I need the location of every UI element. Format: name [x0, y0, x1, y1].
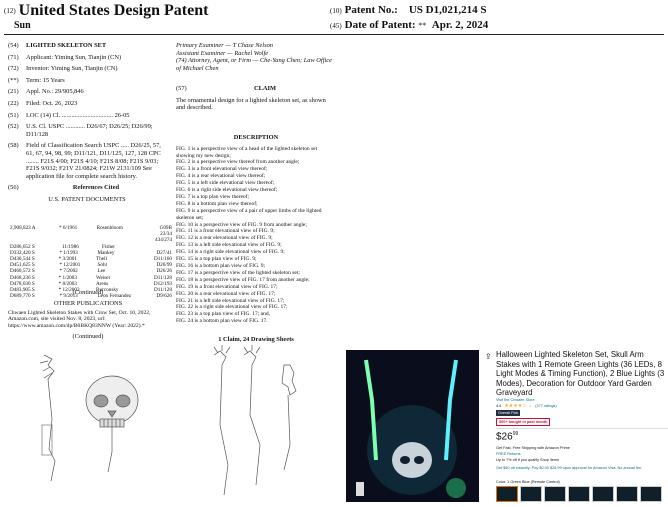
color-swatch[interactable] — [640, 486, 662, 502]
reference-row: D451,625 S * 12/2001 Sohl D26/99 — [10, 262, 172, 269]
bibliographic-field: (21) Appl. No.: 29/905,846 — [8, 88, 84, 96]
ratings-count-link[interactable]: (377 ratings) — [535, 404, 557, 408]
claims-sheets-count: 1 Claim, 24 Drawing Sheets — [218, 336, 294, 343]
skeleton-arm-drawing-left — [40, 355, 55, 481]
description-section — [176, 134, 336, 325]
figure-description: FIG. 22 is a right side elevational view of FIG. 17; — [176, 304, 288, 311]
star-rating-icon[interactable]: ★★★★☆ ⌄ — [504, 403, 533, 409]
prime-discount-text[interactable]: Up to 7% off if you qualify Shop items — [496, 458, 560, 462]
patent-drawings — [4, 345, 324, 502]
left-column — [8, 42, 166, 207]
color-swatch[interactable] — [568, 486, 590, 502]
remote-control-image — [356, 482, 364, 496]
examiner-line: Primary Examiner — T Chase Nelson — [176, 42, 273, 49]
bibliographic-field: (71) Applicant: Yiming Sun, Tianjin (CN) — [8, 53, 122, 61]
bibliographic-field: (52) U.S. Cl. USPC ............ D26/67; D26/25; D26/99; D11/128 — [8, 123, 153, 138]
product-title: Halloween Lighted Skeleton Set, Skull Arm Stakes with 1 Remote Green Lights (36 LEDs, 8 Light Modes & Timing Function), 2 Blue Lights (3 Modes), Decoration for Outdoor Yard Garden Graveyard — [496, 350, 665, 398]
skull-image — [392, 442, 432, 478]
reference-row: D332,420 S * 1/1993 Mankey D27/41 — [10, 249, 172, 256]
figure-description: FIG. 14 is a right side elevational view of FIG. 9; — [176, 249, 285, 256]
color-swatch[interactable] — [592, 486, 614, 502]
product-listing — [346, 350, 668, 502]
patent-title: (12) United States Design Patent — [4, 2, 209, 19]
rating-row — [496, 404, 557, 409]
figure-description: FIG. 24 is a bottom plan view of FIG. 17. — [176, 318, 268, 325]
references-subheading: U.S. PATENT DOCUMENTS — [48, 195, 126, 203]
shipping-text: Get Fast, Free Shipping with Amazon Prime — [496, 446, 570, 450]
overall-pick-badge: Overall Pick — [498, 411, 519, 415]
bibliographic-field: (54) LIGHTED SKELETON SET — [8, 42, 107, 49]
light-mode-inset — [446, 478, 466, 498]
reference-row: D478,030 S * 8/2003 Arens D12/193 — [10, 280, 172, 287]
color-swatch[interactable] — [520, 486, 542, 502]
figure-description: FIG. 5 is a left side elevational view thereof; — [176, 180, 275, 187]
bibliographic-field: (**) Term: 15 Years — [8, 76, 65, 84]
reference-row: D286,652 S 11/1986 Fisher — [10, 243, 115, 250]
visa-promo-link[interactable]: Get $50 off instantly: Pay $0.00 $26.99 upon approval for Amazon Visa. No annual fee. — [496, 466, 643, 470]
references-section: (56) References Cited — [8, 184, 120, 192]
bibliographic-field: (22) Filed: Oct. 26, 2023 — [8, 99, 78, 107]
figure-description: FIG. 18 is a perspective view of FIG. 17 from another angle; — [176, 276, 310, 283]
figure-description: FIG. 23 is a top plan view of FIG. 17; and, — [176, 311, 270, 318]
figure-description: FIG. 17 is a perspective view of the lighted skeleton set; — [176, 269, 300, 276]
skeleton-arm-drawing-right — [214, 345, 260, 495]
share-icon[interactable]: ⇪ — [485, 352, 492, 361]
claim-text: The ornamental design for a lighted skeleton set, as shown and described. — [176, 96, 326, 112]
color-swatch[interactable] — [544, 486, 566, 502]
bibliographic-field: (51) LOC (14) Cl. ................................ 26-05 — [8, 111, 130, 119]
figure-description: FIG. 21 is a left side elevational view of FIG. 17; — [176, 297, 285, 304]
figure-description: FIG. 7 is a top plan view thereof; — [176, 193, 250, 200]
claim-section: (57) CLAIM The ornamental design for a lighted skeleton set, as shown and described. — [176, 85, 336, 112]
color-swatch[interactable] — [616, 486, 638, 502]
bought-past-month-badge: 300+ bought in past month — [496, 418, 550, 426]
other-publications-text: Chwaen Lighted Skeleton Stakes with Crow Set, Oct. 10, 2022, Amazon.com, site visited Nov. 8, 2023, url: https://www.amazon.com/dp/B0BKQ83NNW (Year: 2022).* — [8, 310, 151, 329]
examiner-line: (74) Attorney, Agent, or Firm — Che-Yang Chen; Law Office of Michael Chen — [176, 57, 332, 72]
figure-description: FIG. 6 is a right side elevational view thereof; — [176, 187, 278, 194]
color-label: Color: 1 Green Blue (Remote Control) — [496, 480, 560, 484]
examiners — [176, 42, 336, 72]
free-returns-link[interactable]: FREE Returns — [496, 452, 521, 456]
patent-number: (10) Patent No.: US D1,021,214 S — [330, 4, 487, 16]
figure-description: FIG. 2 is a perspective view thereof from another angle; — [176, 159, 300, 166]
header-rule — [4, 34, 664, 35]
reference-row: D483,905 S * 12/2003 Burconsky D11/128 — [10, 287, 172, 294]
price: $\$26^{99}$ — [496, 431, 519, 443]
figure-description: FIG. 12 is a rear elevational view of FIG. 9; — [176, 235, 273, 242]
reference-row: D468,236 S * 1/2003 Weiser D11/128 — [10, 274, 172, 281]
other-publications-heading: OTHER PUBLICATIONS — [53, 300, 123, 307]
color-swatches — [496, 486, 664, 507]
inventor-surname: Sun — [14, 20, 31, 31]
reference-row: D460,572 S * 7/2002 Lee D26/26 — [10, 268, 172, 275]
figure-description: FIG. 15 is a top plan view of FIG. 9; — [176, 256, 257, 263]
examiner-line: Assistant Examiner — Rachel Wolfe — [176, 49, 269, 57]
patent-date: (45) Date of Patent: ** Apr. 2, 2024 — [330, 19, 489, 31]
reference-row: D689,770 S * 9/2013 Leon Fernandez D9/626 — [10, 293, 172, 300]
store-link[interactable]: Visit the Chwaen Store — [496, 398, 535, 402]
bibliographic-field: (72) Inventor: Yiming Sun, Tianjin (CN) — [8, 65, 118, 73]
reference-row: D430,544 S * 3/2001 Thell D11/160 — [10, 256, 172, 263]
figure-description: FIG. 11 is a front elevational view of FIG. 9; — [176, 228, 275, 235]
figure-description: FIG. 3 is a front elevational view thereof; — [176, 166, 268, 173]
skeleton-hand-drawing — [282, 365, 296, 470]
rating-value: 4.4 — [496, 404, 502, 408]
figure-description: FIG. 9 is a perspective view of a pair of upper limbs of the lighted skeleton set; — [176, 207, 322, 221]
price-divider — [496, 428, 668, 429]
other-publications-continued: (Continued) — [72, 333, 104, 340]
bibliographic-field: (58) Field of Classification Search USPC ..... D26/25, 57, 61, 67, 94, 98, 99; D11/121, D11/125, 127, 128 CPC ........ F21S 4/00; F21S 4/10; F21S 8/08; F21S 9/03; F21S 9/032; F21V 21/0824; F21W 2131/109 See application file for complete search history. — [8, 142, 161, 180]
color-swatch[interactable] — [496, 486, 518, 502]
reference-row: 2,908,823 A * 6/1961 Rosenbloom G09B 23/34 434/274 — [10, 225, 173, 244]
references-continued: (Continued) — [72, 289, 104, 296]
product-image[interactable] — [346, 350, 479, 502]
figure-description: FIG. 20 is a rear elevational view of FIG. 17; — [176, 290, 276, 297]
description-heading: DESCRIPTION — [233, 134, 279, 141]
figure-description: FIG. 4 is a rear elevational view thereof; — [176, 173, 266, 180]
figure-description: FIG. 8 is a bottom plan view thereof; — [176, 200, 258, 207]
figure-description: FIG. 1 is a perspective view of a head of the lighted skeleton set showing my new design; — [176, 145, 318, 159]
figure-description: FIG. 19 is a front elevational view of FIG. 17; — [176, 283, 278, 290]
figure-description: FIG. 16 is a bottom plan view of FIG. 9; — [176, 263, 266, 269]
skull-drawing — [86, 376, 138, 472]
figure-description: FIG. 13 is a left side elevational view of FIG. 9; — [176, 242, 282, 249]
figure-description: FIG. 10 is a perspective view of FIG. 9 from another angle; — [176, 221, 307, 228]
